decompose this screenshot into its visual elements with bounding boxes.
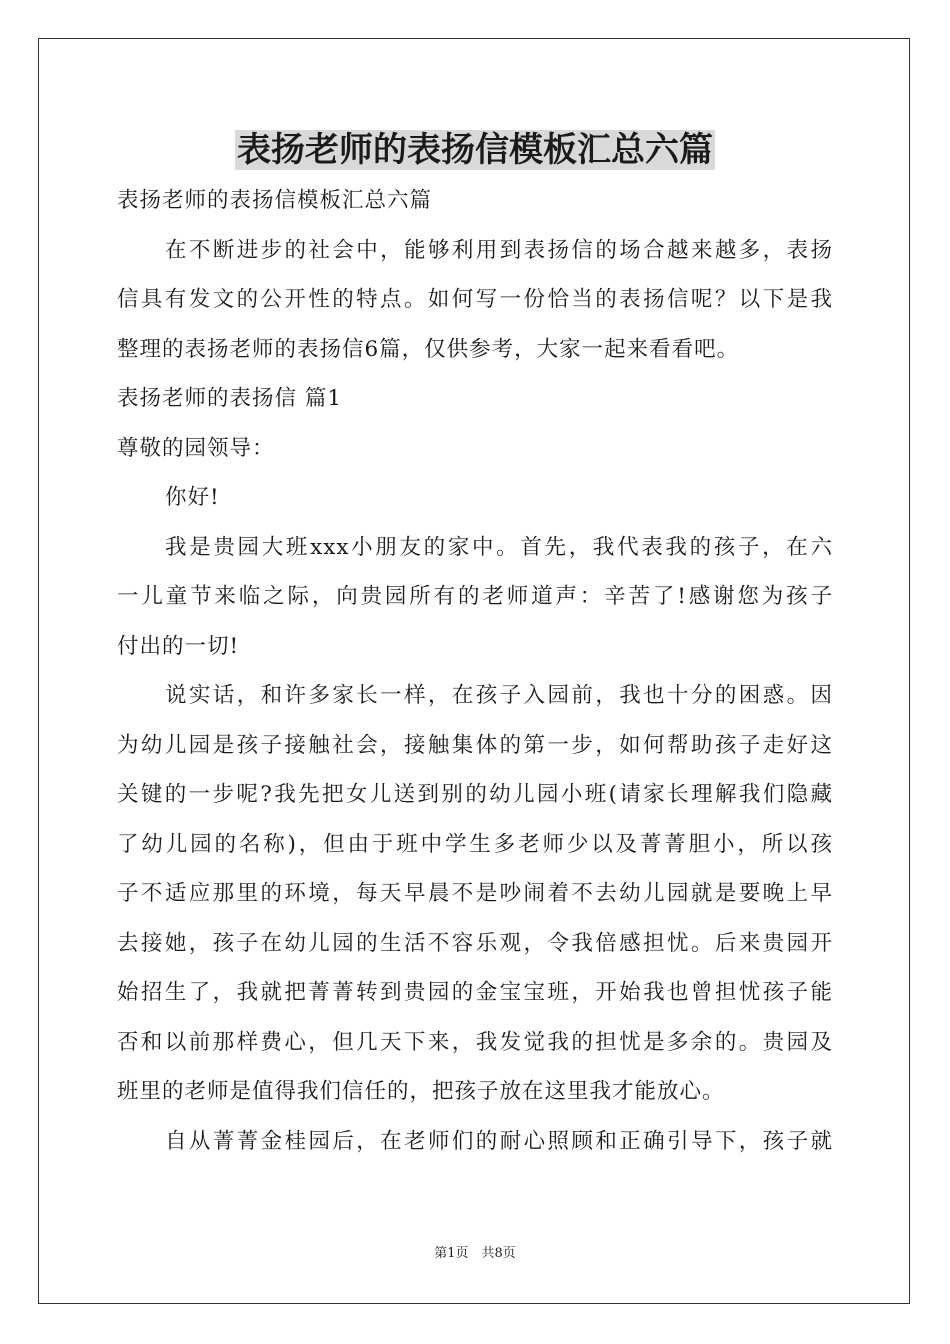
body-line: 信具有发文的公开性的特点。如何写一份恰当的表扬信呢？以下是我 [117,287,833,312]
body-line: 我是贵园大班xxx小朋友的家中。首先，我代表我的孩子，在六 [165,534,833,560]
document-title [0,124,950,176]
section-heading: 表扬老师的表扬信 篇1 [117,386,343,411]
body-line: 始招生了，我就把菁菁转到贵园的金宝宝班，开始我也曾担忧孩子能 [117,980,833,1005]
body-line: 说实话，和许多家长一样，在孩子入园前，我也十分的困惑。因 [165,683,833,708]
document-title-text: 表扬老师的表扬信模板汇总六篇 [237,130,713,170]
body-line: 了幼儿园的名称)，但由于班中学生多老师少以及菁菁胆小，所以孩 [117,831,833,857]
body-line: 付出的一切! [117,633,240,659]
body-line: 表扬老师的表扬信模板汇总六篇 [117,188,433,213]
body-line: 整理的表扬老师的表扬信6篇，仅供参考，大家一起来看看吧。 [117,336,740,362]
document-body [117,176,833,1166]
body-line: 班里的老师是值得我们信任的，把孩子放在这里我才能放心。 [117,1079,725,1104]
body-line: 自从菁菁金桂园后，在老师们的耐心照顾和正确引导下，孩子就 [165,1128,833,1154]
body-line: 去接她，孩子在幼儿园的生活不容乐观，令我倍感担忧。后来贵园开 [117,930,833,956]
body-line: 关键的一步呢?我先把女儿送到别的幼儿园小班(请家长理解我们隐藏 [117,782,833,807]
page-footer [0,1244,950,1264]
body-line: 否和以前那样费心，但几天下来，我发觉我的担忧是多余的。贵园及 [117,1029,833,1055]
body-line: 在不断进步的社会中，能够利用到表扬信的场合越来越多，表扬 [165,237,833,263]
page-number: 第1页 共8页 [434,1246,516,1261]
body-line: 子不适应那里的环境，每天早晨不是吵闹着不去幼儿园就是要晚上早 [117,881,833,906]
salutation: 尊敬的园领导： [117,435,275,461]
body-line: 为幼儿园是孩子接触社会，接触集体的第一步，如何帮助孩子走好这 [117,732,833,758]
body-line: 一儿童节来临之际，向贵园所有的老师道声：辛苦了!感谢您为孩子 [117,584,833,609]
greeting: 你好! [165,485,220,510]
